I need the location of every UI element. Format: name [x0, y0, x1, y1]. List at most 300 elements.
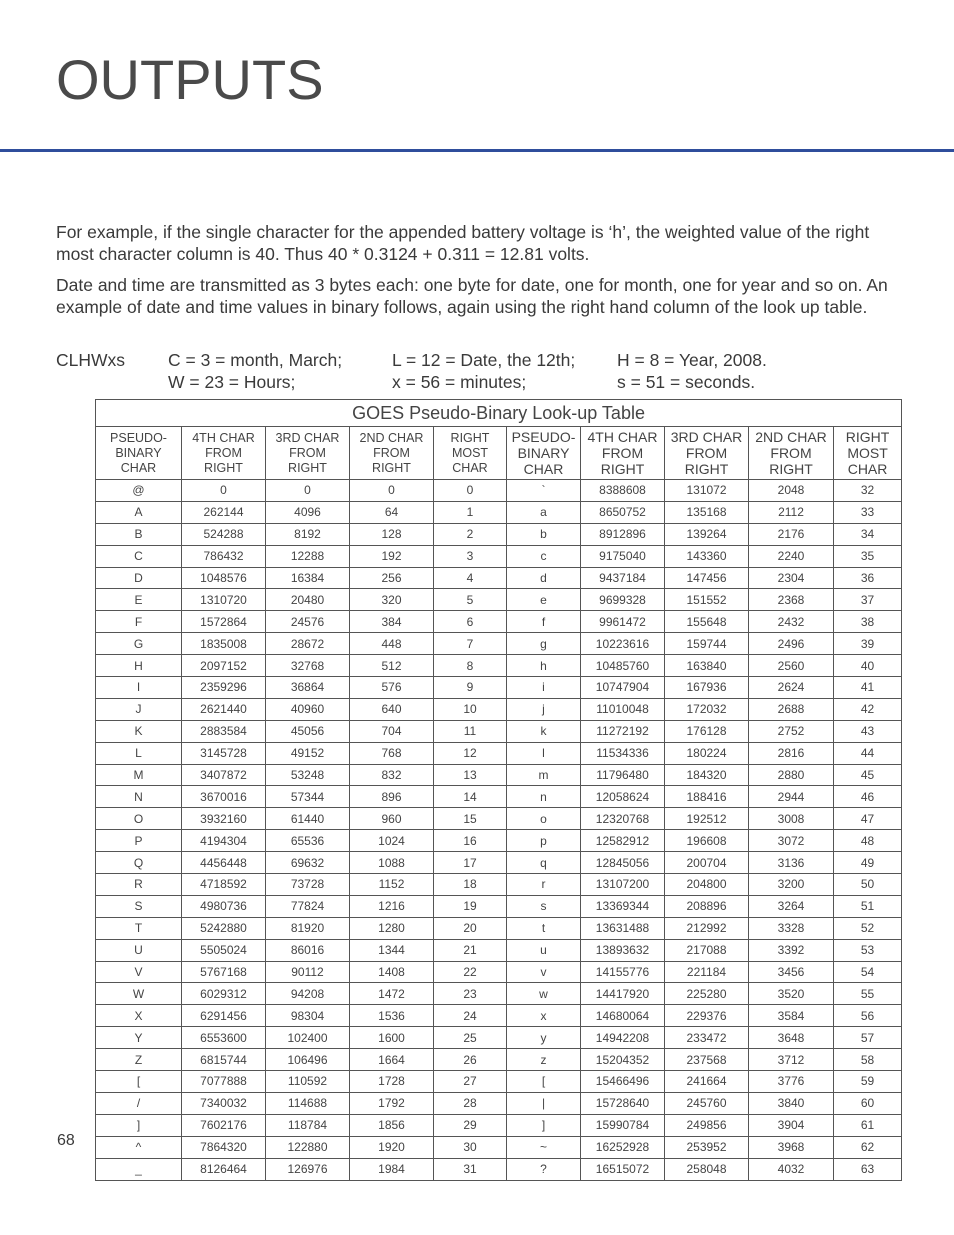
table-cell: 2368 — [749, 589, 834, 611]
table-cell: 57344 — [266, 786, 350, 808]
table-cell: O — [96, 808, 182, 830]
column-header — [96, 427, 182, 480]
table-cell: 7 — [434, 633, 507, 655]
table-row — [96, 939, 902, 961]
table-cell: Z — [96, 1049, 182, 1071]
table-cell: 32768 — [266, 655, 350, 677]
table-cell: 1048576 — [182, 567, 266, 589]
table-cell: 3407872 — [182, 764, 266, 786]
table-cell: 3 — [434, 545, 507, 567]
table-cell: 37 — [834, 589, 902, 611]
table-cell: 86016 — [266, 939, 350, 961]
table-cell: 57 — [834, 1027, 902, 1049]
table-cell: R — [96, 874, 182, 896]
table-cell: 11796480 — [581, 764, 665, 786]
table-cell: 12 — [434, 742, 507, 764]
table-cell: 151552 — [665, 589, 749, 611]
column-header-line: RIGHT — [288, 460, 327, 475]
table-cell: / — [96, 1092, 182, 1114]
table-header-row — [96, 427, 902, 480]
table-cell: 25 — [434, 1027, 507, 1049]
table-cell: 45056 — [266, 720, 350, 742]
table-cell: 4718592 — [182, 874, 266, 896]
table-cell: | — [507, 1092, 581, 1114]
table-cell: 53248 — [266, 764, 350, 786]
column-header-line: CHAR — [523, 461, 564, 477]
table-row — [96, 742, 902, 764]
column-header-line: FROM — [373, 445, 410, 460]
table-row — [96, 523, 902, 545]
table-cell: 8912896 — [581, 523, 665, 545]
table-cell: 2560 — [749, 655, 834, 677]
table-cell: 832 — [350, 764, 434, 786]
table-cell: 3328 — [749, 917, 834, 939]
table-cell: 241664 — [665, 1071, 749, 1093]
table-cell: 139264 — [665, 523, 749, 545]
table-cell: ? — [507, 1158, 581, 1180]
table-cell: 81920 — [266, 917, 350, 939]
table-row — [96, 1071, 902, 1093]
table-cell: 14155776 — [581, 961, 665, 983]
table-cell: S — [96, 895, 182, 917]
table-cell: 7864320 — [182, 1136, 266, 1158]
table-cell: 33 — [834, 501, 902, 523]
table-cell: 122880 — [266, 1136, 350, 1158]
table-cell: B — [96, 523, 182, 545]
table-cell: 5767168 — [182, 961, 266, 983]
table-cell: 896 — [350, 786, 434, 808]
table-cell: 2496 — [749, 633, 834, 655]
table-cell: 4194304 — [182, 830, 266, 852]
table-cell: 2359296 — [182, 677, 266, 699]
column-header — [434, 427, 507, 480]
table-cell: 36 — [834, 567, 902, 589]
table-cell: 3712 — [749, 1049, 834, 1071]
table-cell: 2112 — [749, 501, 834, 523]
table-cell: 245760 — [665, 1092, 749, 1114]
table-cell: 3520 — [749, 983, 834, 1005]
table-cell: 3840 — [749, 1092, 834, 1114]
column-header — [834, 427, 902, 480]
table-cell: 65536 — [266, 830, 350, 852]
table-cell: 1600 — [350, 1027, 434, 1049]
table-cell: 237568 — [665, 1049, 749, 1071]
table-cell: T — [96, 917, 182, 939]
table-cell: ] — [96, 1114, 182, 1136]
column-header-line: 4TH CHAR — [587, 429, 658, 445]
table-cell: 110592 — [266, 1071, 350, 1093]
table-cell: 22 — [434, 961, 507, 983]
table-cell: 8650752 — [581, 501, 665, 523]
page-title: OUTPUTS — [56, 48, 324, 111]
table-cell: Y — [96, 1027, 182, 1049]
table-row — [96, 589, 902, 611]
table-row — [96, 1114, 902, 1136]
table-cell: 3648 — [749, 1027, 834, 1049]
column-header-line: RIGHT — [769, 461, 813, 477]
table-cell: 2944 — [749, 786, 834, 808]
table-cell: 60 — [834, 1092, 902, 1114]
table-cell: 2816 — [749, 742, 834, 764]
table-cell: 55 — [834, 983, 902, 1005]
table-cell: [ — [507, 1071, 581, 1093]
table-cell: 256 — [350, 567, 434, 589]
table-cell: 5 — [434, 589, 507, 611]
table-cell: 126976 — [266, 1158, 350, 1180]
table-cell: 3932160 — [182, 808, 266, 830]
table-cell: 106496 — [266, 1049, 350, 1071]
table-cell: 39 — [834, 633, 902, 655]
table-cell: 9175040 — [581, 545, 665, 567]
table-cell: 3200 — [749, 874, 834, 896]
clhwxs-w: W = 23 = Hours; — [168, 372, 296, 392]
table-cell: 10 — [434, 698, 507, 720]
table-cell: 131072 — [665, 480, 749, 502]
table-row — [96, 852, 902, 874]
table-cell: 0 — [182, 480, 266, 502]
table-cell: 15990784 — [581, 1114, 665, 1136]
table-cell: 1280 — [350, 917, 434, 939]
table-cell: 640 — [350, 698, 434, 720]
table-row — [96, 961, 902, 983]
table-cell: 2621440 — [182, 698, 266, 720]
table-cell: 2688 — [749, 698, 834, 720]
table-cell: 448 — [350, 633, 434, 655]
column-header — [266, 427, 350, 480]
table-cell: 5505024 — [182, 939, 266, 961]
table-cell: z — [507, 1049, 581, 1071]
column-header-line: CHAR — [452, 460, 488, 475]
table-cell: 42 — [834, 698, 902, 720]
table-row — [96, 808, 902, 830]
table-cell: 90112 — [266, 961, 350, 983]
table-cell: 384 — [350, 611, 434, 633]
table-cell: 524288 — [182, 523, 266, 545]
table-cell: G — [96, 633, 182, 655]
table-cell: 1088 — [350, 852, 434, 874]
table-cell: @ — [96, 480, 182, 502]
table-body — [96, 480, 902, 1181]
column-header-line: CHAR — [847, 461, 888, 477]
table-cell: 1408 — [350, 961, 434, 983]
column-header-line: FROM — [685, 445, 728, 461]
column-header-line: CHAR — [120, 460, 157, 475]
table-cell: 17 — [434, 852, 507, 874]
paragraph-battery-example: For example, if the single character for the appended battery voltage is ‘h’, the weighted value of the right most character column is 40. Thus 40 * 0.3124 + 0.311 = 12.81 volts. — [56, 222, 870, 264]
table-cell: 9699328 — [581, 589, 665, 611]
table-cell: 49 — [834, 852, 902, 874]
column-header-line: BINARY — [517, 445, 570, 461]
column-header-line: RIGHT — [684, 461, 729, 477]
table-cell: 0 — [266, 480, 350, 502]
table-cell: 3776 — [749, 1071, 834, 1093]
table-cell: 3008 — [749, 808, 834, 830]
table-cell: 13631488 — [581, 917, 665, 939]
table-cell: 16 — [434, 830, 507, 852]
table-cell: 704 — [350, 720, 434, 742]
table-cell: 3584 — [749, 1005, 834, 1027]
table-cell: v — [507, 961, 581, 983]
table-cell: X — [96, 1005, 182, 1027]
table-cell: 4032 — [749, 1158, 834, 1180]
table-cell: 41 — [834, 677, 902, 699]
table-cell: 54 — [834, 961, 902, 983]
clhwxs-label: CLHWxs — [56, 350, 126, 370]
table-cell: 12058624 — [581, 786, 665, 808]
table-cell: 13107200 — [581, 874, 665, 896]
table-cell: 1728 — [350, 1071, 434, 1093]
table-cell: 56 — [834, 1005, 902, 1027]
table-row — [96, 655, 902, 677]
table-row — [96, 917, 902, 939]
column-header-line: FROM — [770, 445, 812, 461]
table-cell: 14680064 — [581, 1005, 665, 1027]
table-cell: 147456 — [665, 567, 749, 589]
table-cell: 1792 — [350, 1092, 434, 1114]
table-cell: 102400 — [266, 1027, 350, 1049]
table-cell: 27 — [434, 1071, 507, 1093]
table-cell: A — [96, 501, 182, 523]
table-cell: 13 — [434, 764, 507, 786]
table-cell: 1216 — [350, 895, 434, 917]
table-cell: h — [507, 655, 581, 677]
clhwxs-s: s = 51 = seconds. — [617, 372, 756, 392]
table-cell: 1024 — [350, 830, 434, 852]
table-row — [96, 764, 902, 786]
table-cell: 21 — [434, 939, 507, 961]
table-cell: 253952 — [665, 1136, 749, 1158]
table-cell: 192 — [350, 545, 434, 567]
table-cell: W — [96, 983, 182, 1005]
table-cell: V — [96, 961, 182, 983]
table-cell: 5242880 — [182, 917, 266, 939]
table-cell: 2 — [434, 523, 507, 545]
column-header — [182, 427, 266, 480]
table-cell: 19 — [434, 895, 507, 917]
table-cell: 4 — [434, 567, 507, 589]
table-cell: 40960 — [266, 698, 350, 720]
table-row — [96, 633, 902, 655]
table-cell: 221184 — [665, 961, 749, 983]
table-cell: 143360 — [665, 545, 749, 567]
table-cell: 94208 — [266, 983, 350, 1005]
table-cell: H — [96, 655, 182, 677]
table-cell: 3392 — [749, 939, 834, 961]
column-header-line: RIGHT — [600, 461, 645, 477]
column-header — [350, 427, 434, 480]
table-cell: 2176 — [749, 523, 834, 545]
column-header-line: 2ND CHAR — [359, 430, 424, 445]
table-cell: 77824 — [266, 895, 350, 917]
table-cell: K — [96, 720, 182, 742]
table-row — [96, 698, 902, 720]
table-cell: b — [507, 523, 581, 545]
table-cell: 11272192 — [581, 720, 665, 742]
column-header-line: 3RD CHAR — [670, 429, 743, 445]
table-cell: 53 — [834, 939, 902, 961]
table-cell: 6815744 — [182, 1049, 266, 1071]
lookup-table-wrapper — [95, 399, 901, 1181]
table-cell: 73728 — [266, 874, 350, 896]
column-header-line: RIGHT — [450, 430, 490, 445]
table-cell: 192512 — [665, 808, 749, 830]
table-caption: GOES Pseudo-Binary Look-up Table — [96, 400, 902, 427]
table-cell: 6553600 — [182, 1027, 266, 1049]
clhwxs-h: H = 8 = Year, 2008. — [617, 350, 767, 370]
table-cell: 172032 — [665, 698, 749, 720]
table-cell: 225280 — [665, 983, 749, 1005]
table-cell: 24 — [434, 1005, 507, 1027]
table-row — [96, 611, 902, 633]
table-cell: 12845056 — [581, 852, 665, 874]
table-cell: 262144 — [182, 501, 266, 523]
table-cell: 16515072 — [581, 1158, 665, 1180]
table-cell: 960 — [350, 808, 434, 830]
paragraph-date-time: Date and time are transmitted as 3 bytes each: one byte for date, one for month, one for year and so on. An example of date and time values in binary follows, again using the right hand column of the look up table. — [56, 275, 888, 317]
table-cell: 12582912 — [581, 830, 665, 852]
table-cell: 63 — [834, 1158, 902, 1180]
table-cell: 8 — [434, 655, 507, 677]
table-cell: 58 — [834, 1049, 902, 1071]
column-header-line: 3RD CHAR — [275, 430, 340, 445]
table-cell: 2304 — [749, 567, 834, 589]
table-cell: 159744 — [665, 633, 749, 655]
table-cell: 45 — [834, 764, 902, 786]
table-cell: 47 — [834, 808, 902, 830]
table-cell: 35 — [834, 545, 902, 567]
table-cell: 2432 — [749, 611, 834, 633]
table-cell: E — [96, 589, 182, 611]
table-cell: 2880 — [749, 764, 834, 786]
column-header-line: RIGHT — [845, 429, 890, 445]
column-header-line: MOST — [847, 445, 888, 461]
clhwxs-l: L = 12 = Date, the 12th; — [392, 350, 576, 370]
table-cell: C — [96, 545, 182, 567]
page-number: 68 — [57, 1132, 75, 1149]
table-cell: 217088 — [665, 939, 749, 961]
table-cell: 3264 — [749, 895, 834, 917]
table-cell: 204800 — [665, 874, 749, 896]
table-cell: 11010048 — [581, 698, 665, 720]
table-cell: F — [96, 611, 182, 633]
table-cell: [ — [96, 1071, 182, 1093]
table-cell: 1 — [434, 501, 507, 523]
table-cell: 200704 — [665, 852, 749, 874]
table-cell: 212992 — [665, 917, 749, 939]
table-cell: 69632 — [266, 852, 350, 874]
table-cell: 2883584 — [182, 720, 266, 742]
table-cell: 114688 — [266, 1092, 350, 1114]
table-cell: 196608 — [665, 830, 749, 852]
table-row — [96, 545, 902, 567]
table-row — [96, 830, 902, 852]
table-cell: 32 — [834, 480, 902, 502]
table-cell: M — [96, 764, 182, 786]
table-cell: 249856 — [665, 1114, 749, 1136]
table-cell: N — [96, 786, 182, 808]
table-cell: 1310720 — [182, 589, 266, 611]
table-row — [96, 874, 902, 896]
table-cell: 1152 — [350, 874, 434, 896]
table-cell: 20 — [434, 917, 507, 939]
table-cell: ^ — [96, 1136, 182, 1158]
table-cell: 36864 — [266, 677, 350, 699]
table-cell: 167936 — [665, 677, 749, 699]
table-cell: 4980736 — [182, 895, 266, 917]
column-header-line: RIGHT — [372, 460, 411, 475]
table-cell: 13893632 — [581, 939, 665, 961]
table-cell: 1572864 — [182, 611, 266, 633]
table-cell: ] — [507, 1114, 581, 1136]
table-cell: 9 — [434, 677, 507, 699]
table-cell: 11534336 — [581, 742, 665, 764]
table-cell: i — [507, 677, 581, 699]
table-cell: 44 — [834, 742, 902, 764]
table-cell: c — [507, 545, 581, 567]
table-cell: 8388608 — [581, 480, 665, 502]
table-cell: 34 — [834, 523, 902, 545]
table-cell: J — [96, 698, 182, 720]
table-cell: I — [96, 677, 182, 699]
column-header-line: RIGHT — [204, 460, 243, 475]
table-cell: 98304 — [266, 1005, 350, 1027]
table-cell: 9961472 — [581, 611, 665, 633]
table-cell: 7602176 — [182, 1114, 266, 1136]
table-cell: 15 — [434, 808, 507, 830]
table-cell: 2752 — [749, 720, 834, 742]
table-cell: 10485760 — [581, 655, 665, 677]
table-cell: L — [96, 742, 182, 764]
table-cell: 3072 — [749, 830, 834, 852]
table-cell: 15466496 — [581, 1071, 665, 1093]
table-cell: D — [96, 567, 182, 589]
table-cell: 3670016 — [182, 786, 266, 808]
table-cell: a — [507, 501, 581, 523]
table-cell: 26 — [434, 1049, 507, 1071]
table-cell: 31 — [434, 1158, 507, 1180]
table-cell: o — [507, 808, 581, 830]
table-cell: 51 — [834, 895, 902, 917]
column-header-line: PSEUDO- — [511, 429, 576, 445]
table-cell: 1835008 — [182, 633, 266, 655]
table-cell: 3136 — [749, 852, 834, 874]
column-header-line: MOST — [451, 445, 489, 460]
table-cell: j — [507, 698, 581, 720]
table-cell: 233472 — [665, 1027, 749, 1049]
table-cell: k — [507, 720, 581, 742]
table-cell: ~ — [507, 1136, 581, 1158]
table-cell: 2624 — [749, 677, 834, 699]
table-cell: 4456448 — [182, 852, 266, 874]
table-cell: 6 — [434, 611, 507, 633]
table-cell: 24576 — [266, 611, 350, 633]
table-cell: 12288 — [266, 545, 350, 567]
table-cell: 2048 — [749, 480, 834, 502]
table-cell: 208896 — [665, 895, 749, 917]
column-header-line: BINARY — [115, 445, 162, 460]
table-cell: 786432 — [182, 545, 266, 567]
table-cell: 155648 — [665, 611, 749, 633]
table-row — [96, 1005, 902, 1027]
table-cell: 49152 — [266, 742, 350, 764]
table-cell: m — [507, 764, 581, 786]
table-row — [96, 1027, 902, 1049]
table-cell: 7340032 — [182, 1092, 266, 1114]
table-cell: 62 — [834, 1136, 902, 1158]
table-cell: 52 — [834, 917, 902, 939]
table-cell: 1984 — [350, 1158, 434, 1180]
table-row — [96, 501, 902, 523]
